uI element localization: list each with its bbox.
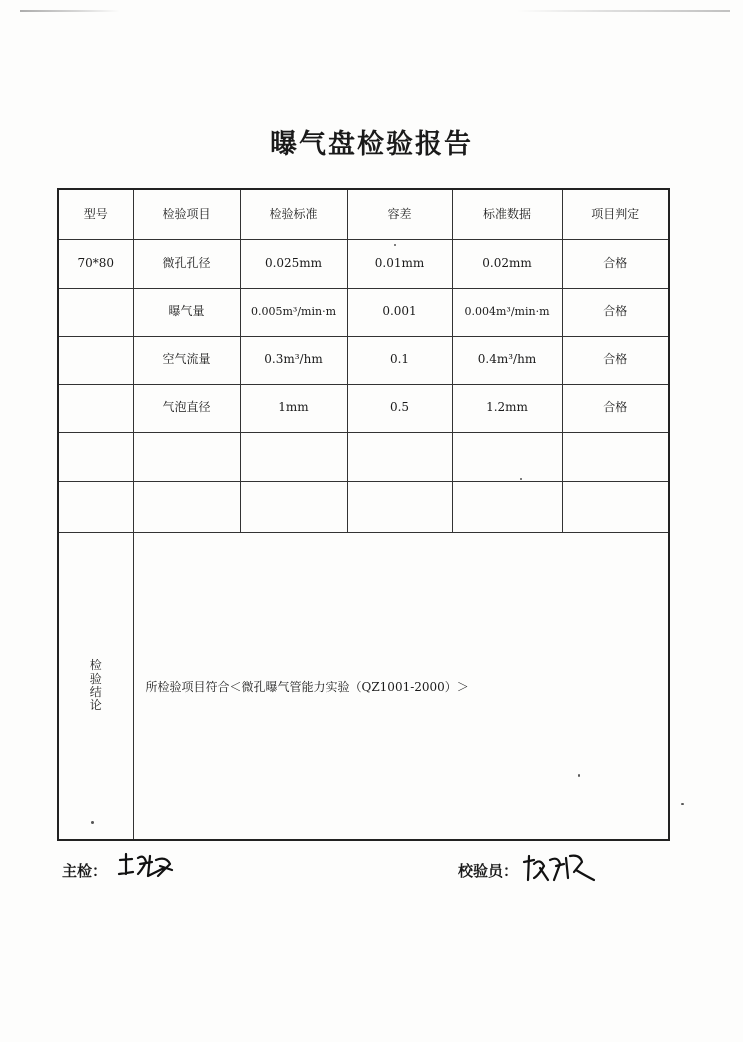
table-cell: 0.025mm xyxy=(240,239,347,288)
table-row xyxy=(58,432,669,481)
table-cell xyxy=(58,336,133,384)
header-cell: 检验项目 xyxy=(133,189,240,239)
scan-speck xyxy=(681,803,684,805)
table-cell xyxy=(347,432,452,481)
table-cell: 合格 xyxy=(562,336,669,384)
inspector-label: 主检： xyxy=(62,862,108,880)
table-cell: 70*80 xyxy=(58,239,133,288)
table-cell: 微孔孔径 xyxy=(133,239,240,288)
conclusion-label-char: 结 xyxy=(89,684,102,699)
table-header-row xyxy=(58,189,669,239)
conclusion-cell xyxy=(133,532,669,840)
table-cell xyxy=(240,481,347,532)
scan-speck xyxy=(578,774,580,777)
conclusion-label-char: 验 xyxy=(89,671,102,686)
table-cell xyxy=(133,432,240,481)
table-cell: 0.01mm xyxy=(347,239,452,288)
table-cell xyxy=(240,432,347,481)
table-cell xyxy=(347,481,452,532)
table-cell: 1mm xyxy=(240,384,347,432)
scan-speck xyxy=(91,821,94,824)
table-cell: 0.02mm xyxy=(452,239,562,288)
table-cell: 0.001 xyxy=(347,288,452,336)
table-row xyxy=(58,239,669,288)
table-cell: 空气流量 xyxy=(133,336,240,384)
table-cell: 1.2mm xyxy=(452,384,562,432)
table-cell xyxy=(452,481,562,532)
header-cell: 型号 xyxy=(58,189,133,239)
table-cell: 0.4m³/hm xyxy=(452,336,562,384)
table-cell xyxy=(562,432,669,481)
header-cell: 标准数据 xyxy=(452,189,562,239)
table-cell: 气泡直径 xyxy=(133,384,240,432)
inspector-signature xyxy=(116,850,176,882)
conclusion-label-char: 论 xyxy=(89,697,102,712)
conclusion-label xyxy=(58,532,133,840)
table-cell: 0.3m³/hm xyxy=(240,336,347,384)
table-cell xyxy=(133,481,240,532)
checker-label: 校验员： xyxy=(458,862,519,880)
header-cell: 容差 xyxy=(347,189,452,239)
conclusion-text: 所检验项目符合＜微孔曝气管能力实验（QZ1001-2000）＞ xyxy=(145,679,469,694)
table-cell xyxy=(58,432,133,481)
table-cell: 曝气量 xyxy=(133,288,240,336)
table-cell xyxy=(58,384,133,432)
table-row xyxy=(58,384,669,432)
table-row xyxy=(58,481,669,532)
table-row xyxy=(58,336,669,384)
table-cell: 0.1 xyxy=(347,336,452,384)
scan-edge xyxy=(20,10,730,12)
table-cell: 0.5 xyxy=(347,384,452,432)
scan-speck xyxy=(520,478,522,480)
page-title: 曝气盘检验报告 xyxy=(270,129,473,160)
table-cell: 合格 xyxy=(562,288,669,336)
scan-speck xyxy=(394,244,396,246)
table-cell: 0.005m³/min·m xyxy=(240,288,347,336)
table-cell xyxy=(58,288,133,336)
table-row xyxy=(58,288,669,336)
table-cell xyxy=(452,432,562,481)
table-cell xyxy=(58,481,133,532)
table-cell: 合格 xyxy=(562,384,669,432)
table-cell: 合格 xyxy=(562,239,669,288)
inspection-table xyxy=(57,188,670,841)
conclusion-label-char: 检 xyxy=(89,658,102,673)
header-cell: 项目判定 xyxy=(562,189,669,239)
table-cell xyxy=(562,481,669,532)
header-cell: 检验标准 xyxy=(240,189,347,239)
table-cell: 0.004m³/min·m xyxy=(452,288,562,336)
checker-signature xyxy=(520,850,600,886)
conclusion-row xyxy=(58,532,669,840)
